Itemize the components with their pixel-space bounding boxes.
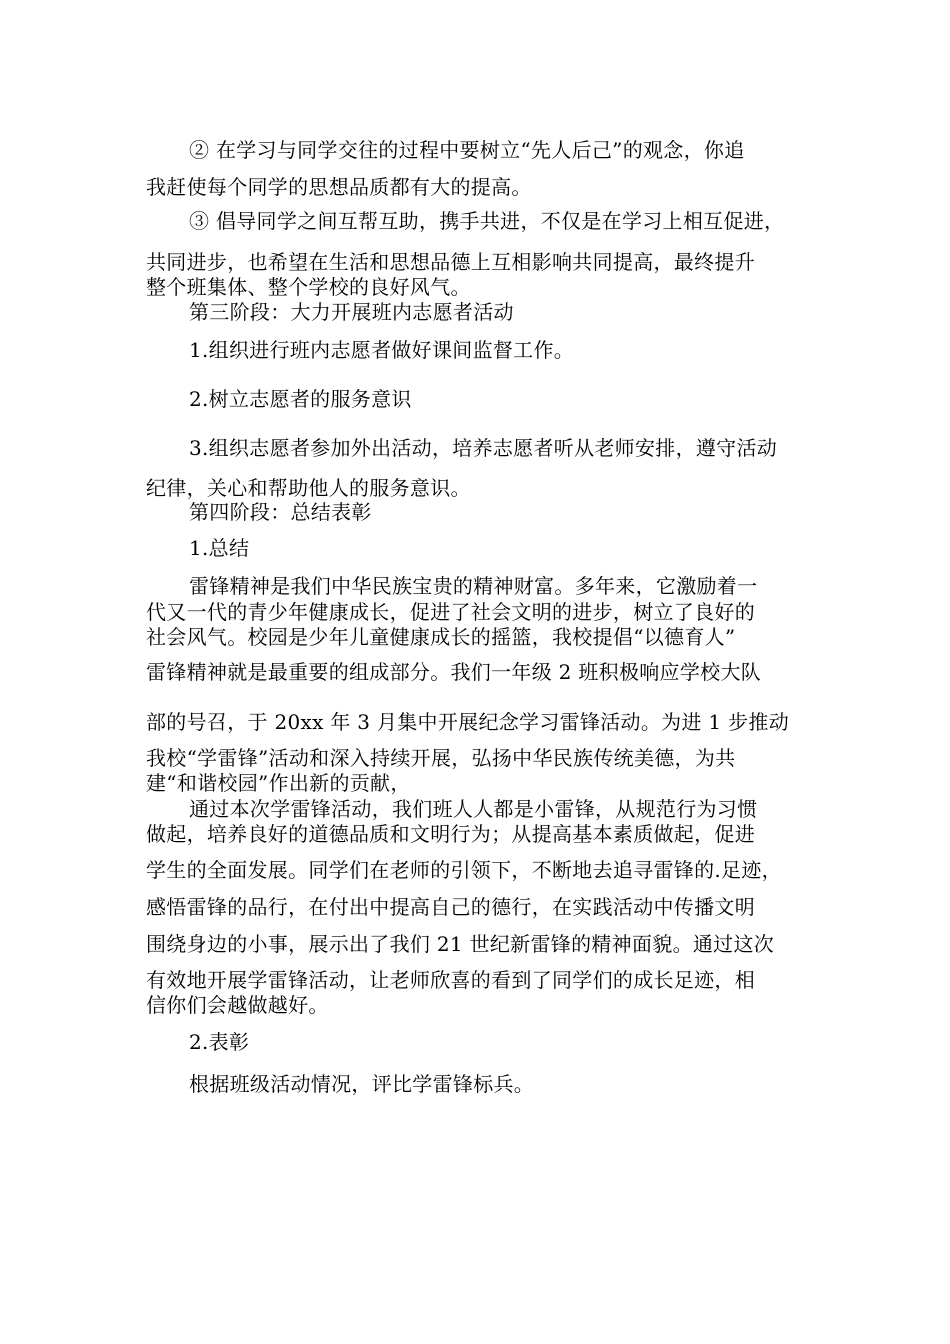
text-line: 雷锋精神就是最重要的组成部分。我们一年级 2 班积极响应学校大队: [146, 660, 762, 684]
text-line: 通过本次学雷锋活动，我们班人人都是小雷锋，从规范行为习惯: [189, 797, 758, 821]
text-line: 建“和谐校园”作出新的贡献，: [146, 771, 411, 795]
text-line: 整个班集体、整个学校的良好风气。: [146, 275, 471, 299]
subsection-heading: 2.表彰: [189, 1030, 250, 1054]
text-line: 我赶使每个同学的思想品质都有大的提高。: [146, 175, 532, 199]
section-heading: 第四阶段：总结表彰: [189, 500, 372, 524]
text-line: 纪律，关心和帮助他人的服务意识。: [146, 476, 471, 500]
text-line: 雷锋精神是我们中华民族宝贵的精神财富。多年来，它激励着一: [189, 574, 758, 598]
text-line: 代又一代的青少年健康成长，促进了社会文明的进步，树立了良好的: [146, 600, 755, 624]
list-item: 1.组织进行班内志愿者做好课间监督工作。: [189, 338, 575, 362]
text-line: 社会风气。校园是少年儿童健康成长的摇篮，我校提倡“以德育人”: [146, 625, 736, 649]
text-line: 围绕身边的小事，展示出了我们 21 世纪新雷锋的精神面貌。通过这次: [146, 932, 775, 956]
text-line: ② 在学习与同学交往的过程中要树立“先人后己”的观念，你追: [189, 138, 745, 162]
text-line: 部的号召，于 20xx 年 3 月集中开展纪念学习雷锋活动。为进 1 步推动: [146, 710, 790, 734]
text-line: 共同进步，也希望在生活和思想品德上互相影响共同提高，最终提升: [146, 250, 755, 274]
text-line: 信你们会越做越好。: [146, 993, 329, 1017]
text-line: 我校“学雷锋”活动和深入持续开展，弘扬中华民族传统美德，为共: [146, 746, 736, 770]
text-line: 感悟雷锋的品行，在付出中提高自己的德行，在实践活动中传播文明: [146, 895, 755, 919]
text-line: 学生的全面发展。同学们在老师的引领下，不断地去追寻雷锋的.足迹，: [146, 858, 782, 882]
text-line: 做起，培养良好的道德品质和文明行为；从提高基本素质做起，促进: [146, 822, 755, 846]
text-line: 根据班级活动情况，评比学雷锋标兵。: [189, 1072, 535, 1096]
list-item: 2.树立志愿者的服务意识: [189, 387, 412, 411]
section-heading: 第三阶段：大力开展班内志愿者活动: [189, 300, 514, 324]
list-item: 3.组织志愿者参加外出活动，培养志愿者听从老师安排，遵守活动: [189, 436, 778, 460]
subsection-heading: 1.总结: [189, 536, 250, 560]
text-line: 有效地开展学雷锋活动，让老师欣喜的看到了同学们的成长足迹，相: [146, 968, 755, 992]
text-line: ③ 倡导同学之间互帮互助，携手共进，不仅是在学习上相互促进，: [189, 209, 785, 233]
